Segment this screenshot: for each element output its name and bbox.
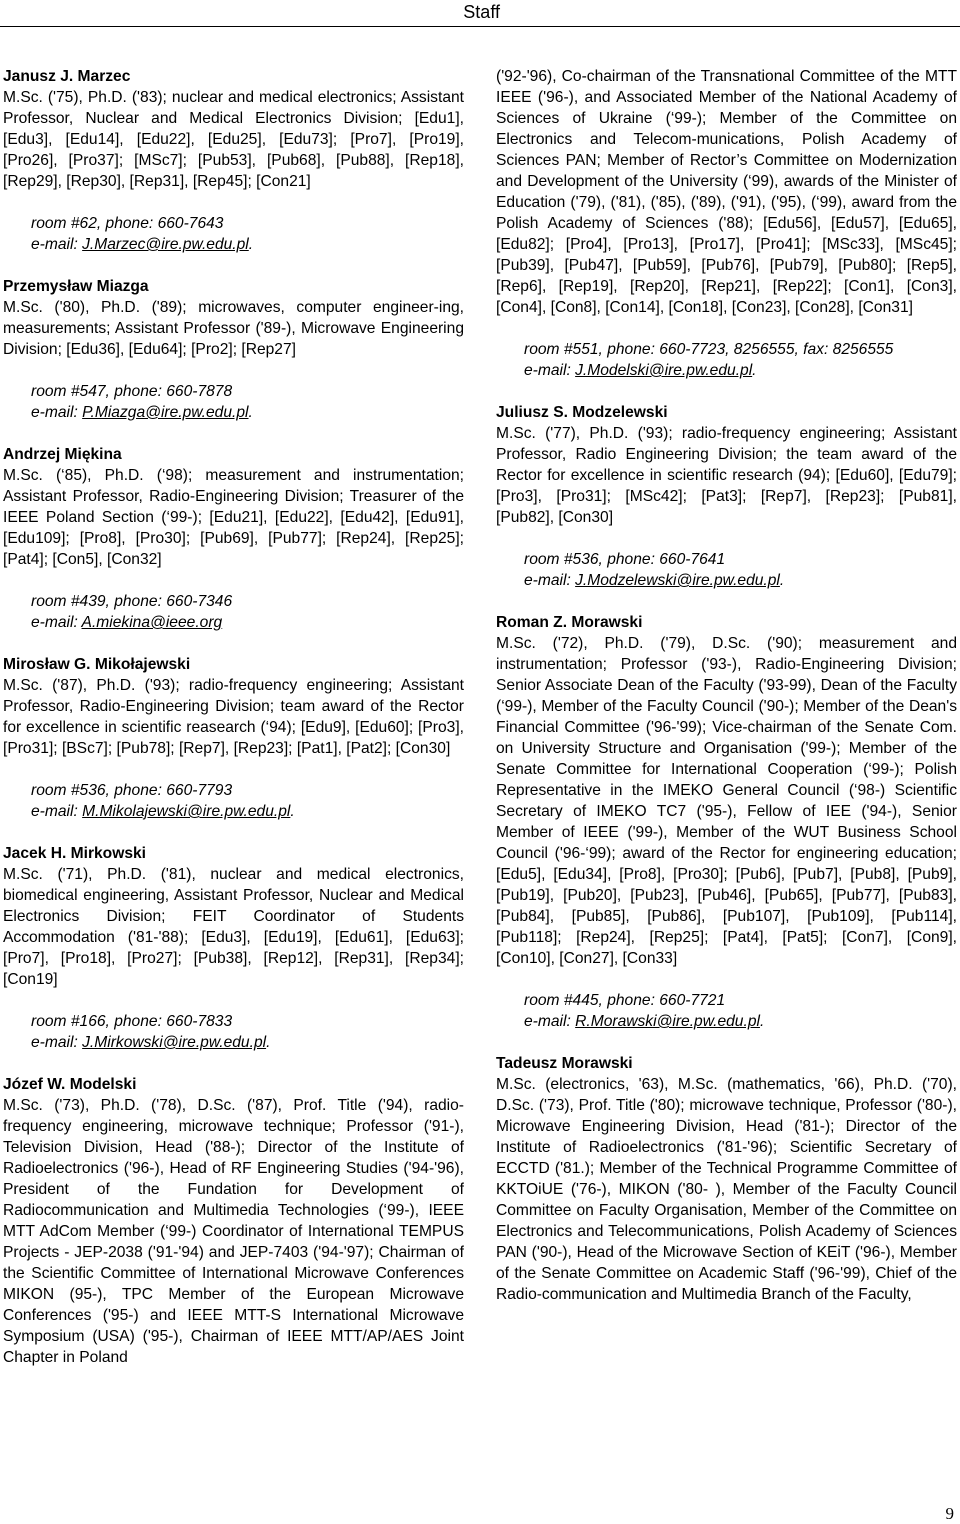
staff-email-line: e-mail: A.miekina@ieee.org xyxy=(31,614,223,631)
staff-contact xyxy=(3,591,464,633)
staff-name: Roman Z. Morawski xyxy=(496,614,643,631)
staff-entry xyxy=(3,654,464,822)
staff-entry xyxy=(3,843,464,1053)
email-link[interactable]: J.Modzelewski@ire.pw.edu.pl xyxy=(575,572,780,589)
page-header xyxy=(0,0,960,27)
staff-contact xyxy=(496,339,957,381)
staff-email-line: e-mail: J.Mirkowski@ire.pw.edu.pl. xyxy=(31,1034,271,1051)
staff-room: room #166, phone: 660-7833 xyxy=(31,1013,233,1030)
staff-contact xyxy=(496,990,957,1032)
email-link[interactable]: M.Mikolajewski@ire.pw.edu.pl xyxy=(82,803,291,820)
staff-email-line: e-mail: J.Marzec@ire.pw.edu.pl. xyxy=(31,236,254,253)
staff-name: Andrzej Miękina xyxy=(3,446,122,463)
staff-email-line: e-mail: J.Modzelewski@ire.pw.edu.pl. xyxy=(524,572,785,589)
staff-email-line: e-mail: M.Mikolajewski@ire.pw.edu.pl. xyxy=(31,803,295,820)
staff-room: room #536, phone: 660-7641 xyxy=(524,551,726,568)
staff-email-line: e-mail: J.Modelski@ire.pw.edu.pl. xyxy=(524,362,757,379)
staff-bio: M.Sc. ('87), Ph.D. ('93); radio-frequency engineering; Assistant Professor, Radio-Engineering Division; team award of the Rector for excellence in scientific reasearch (‘94); [Edu9], [Edu60]; [Pro3], [Pro31]; [BSc7]; [Pub78]; [Rep7], [Rep23]; [Pat1], [Pat2]; [Con30] xyxy=(3,677,464,757)
staff-entry xyxy=(3,1074,464,1368)
email-link[interactable]: J.Modelski@ire.pw.edu.pl xyxy=(575,362,753,379)
staff-contact xyxy=(3,213,464,255)
staff-email-line: e-mail: P.Miazga@ire.pw.edu.pl. xyxy=(31,404,253,421)
staff-contact xyxy=(496,549,957,591)
staff-name: Jacek H. Mirkowski xyxy=(3,845,147,862)
staff-name: Przemysław Miazga xyxy=(3,278,149,295)
staff-entry xyxy=(3,444,464,633)
right-column xyxy=(496,66,957,1305)
staff-room: room #536, phone: 660-7793 xyxy=(31,782,233,799)
staff-entry xyxy=(496,402,957,591)
email-link[interactable]: R.Morawski@ire.pw.edu.pl xyxy=(575,1013,760,1030)
staff-bio: ('92-'96), Co-chairman of the Transnational Committee of the MTT IEEE ('96-), and Associated Member of the National Academy of Sciences of Ukraine (‘99-); Member of the Committee on Electronics and Telecom-munications, Polish Academy of Sciences PAN; Member of Rector’s Committee on Modernization and Development of the University (‘99), awards of the Minister of Education ('79), ('81), ('85), ('89), ('91), ('95), (‘99), award from the Polish Academy of Sciences ('88); [Edu56], [Edu57], [Edu65], [Edu82]; [Pro4], [Pro13], [Pro17], [Pro41]; [MSc33], [MSc45]; [Pub39], [Pub47], [Pub59], [Pub76], [Pub79], [Pub80]; [Rep5], [Rep6], [Rep19], [Rep20], [Rep21], [Rep22]; [Con1], [Con3], [Con4], [Con8], [Con14], [Con18], [Con23], [Con28], [Con31] xyxy=(496,68,957,316)
staff-name: Janusz J. Marzec xyxy=(3,68,131,85)
staff-bio: M.Sc. ('77), Ph.D. ('93); radio-frequency engineering; Assistant Professor, Radio Engineering Division; the team award of the Rector for excellence in scientific research (94); [Edu60], [Edu79]; [Pro3], [Pro31]; [MSc42]; [Pat3]; [Rep7], [Rep23]; [Pub81], [Pub82], [Con30] xyxy=(496,425,957,526)
email-link[interactable]: A.miekina@ieee.org xyxy=(81,614,223,631)
header-title: Staff xyxy=(463,2,500,22)
page-number: 9 xyxy=(945,1504,954,1523)
email-link[interactable]: P.Miazga@ire.pw.edu.pl xyxy=(82,404,249,421)
staff-room: room #547, phone: 660-7878 xyxy=(31,383,233,400)
staff-contact xyxy=(3,780,464,822)
staff-room: room #439, phone: 660-7346 xyxy=(31,593,233,610)
staff-room: room #445, phone: 660-7721 xyxy=(524,992,726,1009)
staff-entry xyxy=(3,66,464,255)
staff-bio: M.Sc. ('80), Ph.D. ('89); microwaves, computer engineer-ing, measurements; Assistant Professor ('89-), Microwave Engineering Division; [Edu36], [Edu64]; [Pro2]; [Rep27] xyxy=(3,299,464,358)
staff-bio: M.Sc. (‘85), Ph.D. (‘98); measurement and instrumentation; Assistant Professor, Radio-Engineering Division; Treasurer of the IEEE Poland Section (‘99-); [Edu21], [Edu22], [Edu42], [Edu91], [Edu109]; [Pro8], [Pro30]; [Pub69], [Pub77]; [Rep24], [Rep25]; [Pat4]; [Con5], [Con32] xyxy=(3,467,464,568)
email-link[interactable]: J.Marzec@ire.pw.edu.pl xyxy=(82,236,249,253)
staff-bio: M.Sc. ('75), Ph.D. ('83); nuclear and medical electronics; Assistant Professor, Nuclear and Medical Electronics Division; [Edu1], [Edu3], [Edu14], [Edu22], [Edu25], [Edu73]; [Pro7], [Pro19], [Pro26], [Pro37]; [MSc7]; [Pub53], [Pub68], [Pub88], [Rep18], [Rep29], [Rep30], [Rep31], [Rep45]; [Con21] xyxy=(3,89,464,190)
staff-bio: M.Sc. ('73), Ph.D. ('78), D.Sc. ('87), Prof. Title ('94), radio-frequency engineering, microwave technique; Professor ('91-), Television Division, Head ('88-); Director of the Institute of Radioelectronics ('96-), Head of RF Engineering Studies ('94-'96), President of the Fundation for Development of Radiocommunication and Multimedia Technologies (‘99-), IEEE MTT AdCom Member (‘99-) Coordinator of International TEMPUS Projects - JEP-2038 ('91-'94) and JEP-7403 ('94-'97); Chairman of the Scientific Committee of International Microwave Conferences MIKON (95-), TPC Member of the European Microwave Conferences ('95-) and IEEE MTT-S International Microwave Symposium (USA) ('95-), Chairman of IEEE MTT/AP/AES Joint Chapter in Poland xyxy=(3,1097,464,1366)
staff-contact xyxy=(3,1011,464,1053)
staff-entry-continued xyxy=(496,66,957,381)
staff-email-line: e-mail: R.Morawski@ire.pw.edu.pl. xyxy=(524,1013,765,1030)
staff-entry xyxy=(496,612,957,1032)
staff-name: Mirosław G. Mikołajewski xyxy=(3,656,191,673)
staff-bio: M.Sc. (electronics, '63), M.Sc. (mathematics, '66), Ph.D. ('70), D.Sc. ('73), Prof. Title ('80); microwave technique, Professor ('80-), Microwave Engineering Division, Head ('81-); Director of the Institute of Radioelectronics ('81-'96); Scientific Secretary of ECCTD ('81.); Member of the Technical Programme Committee of KKTOiUE ('76-), MIKON ('80- ), Member of the Faculty Council Committee on Faculty Organisation, Member of the Committee on Electronics and Telecommunications, Polish Academy of Sciences PAN ('90-), Head of the Microwave Section of KEiT ('96-), Member of the Senate Committee on Academic Staff ('96-'99), Chief of the Radio-communication and Multimedia Branch of the Faculty, xyxy=(496,1076,957,1303)
left-column xyxy=(3,66,464,1368)
staff-room: room #62, phone: 660-7643 xyxy=(31,215,224,232)
staff-name: Józef W. Modelski xyxy=(3,1076,137,1093)
staff-contact xyxy=(3,381,464,423)
staff-entry xyxy=(3,276,464,423)
staff-entry xyxy=(496,1053,957,1305)
staff-name: Juliusz S. Modzelewski xyxy=(496,404,668,421)
staff-room: room #551, phone: 660-7723, 8256555, fax: 8256555 xyxy=(524,341,894,358)
staff-bio: M.Sc. ('71), Ph.D. ('81), nuclear and medical electronics, biomedical engineering, Assistant Professor, Nuclear and Medical Electronics Division; FEIT Coordinator of Students Accommodation ('81-'88); [Edu3], [Edu19], [Edu61], [Edu63]; [Pro7], [Pro18], [Pro27]; [Pub38], [Rep12], [Rep31], [Rep34]; [Con19] xyxy=(3,866,464,988)
staff-bio: M.Sc. ('72), Ph.D. ('79), D.Sc. ('90); measurement and instrumentation; Professor ('93-), Radio-Engineering Division; Senior Associate Dean of the Faculty ('93-99), Dean of the Faculty (‘99-), Member of the Faculty Council ('90-); Member of the Dean's Financial Committee ('96-'99); Vice-chairman of the Senate Com. on University Structure and Organisation ('99-); Member of the Senate Committee for International Cooperation (‘99-); Polish Representative in the IMEKO General Council (‘98-) Scientific Secretary of IMEKO TC7 ('95-), Fellow of IEE ('94-), Senior Member of IEEE ('99-), Member of the WUT Business School Council ('96-‘99); award of the Rector for engineering education; [Edu5], [Edu34], [Pro8], [Pro30]; [Pub6], [Pub7], [Pub8], [Pub9], [Pub19], [Pub20], [Pub23], [Pub46], [Pub65], [Pub77], [Pub83], [Pub84], [Pub85], [Pub86], [Pub107], [Pub109], [Pub114], [Pub118]; [Rep24], [Rep25]; [Pat4], [Pat5]; [Con7], [Con9], [Con10], [Con27], [Con33] xyxy=(496,635,957,967)
staff-name: Tadeusz Morawski xyxy=(496,1055,633,1072)
email-link[interactable]: J.Mirkowski@ire.pw.edu.pl xyxy=(82,1034,267,1051)
